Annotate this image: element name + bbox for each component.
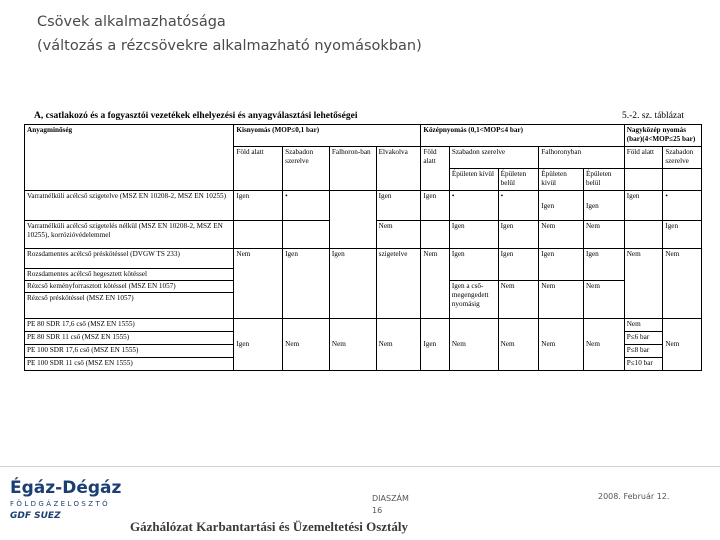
- cell: Nem: [283, 319, 330, 371]
- col-inside: Épületen belül: [583, 169, 624, 191]
- cell: Nem: [234, 249, 283, 319]
- table-row: [25, 319, 702, 332]
- empty-cell: [329, 191, 376, 249]
- empty-cell: [624, 221, 663, 249]
- cell: Igen: [234, 191, 283, 221]
- row-label: Rézcső keményforrasztott kötéssel (MSZ EN 1057): [25, 281, 234, 293]
- cell: Nem: [376, 319, 421, 371]
- logo-subtitle: FÖLDGÁZELOSZTÓ: [10, 500, 111, 508]
- cell-value: Igen: [585, 202, 599, 210]
- company-logo: [10, 478, 120, 521]
- cell: •: [498, 191, 539, 221]
- cell: Igen: [376, 191, 421, 221]
- logo-wordmark: Égáz-Dégáz: [10, 478, 122, 498]
- table-heading: A, csatlakozó és a fogyasztói vezetékek elhelyezési és anyagválasztási lehetőségei: [34, 111, 358, 121]
- cell: szigetelve: [376, 249, 421, 319]
- cell: Nem: [663, 319, 702, 371]
- cell: Igen: [663, 221, 702, 249]
- row-label: Rozsdamentes acélcső préskötéssel (DVGW TS 233): [25, 249, 234, 269]
- cell: Nem: [583, 281, 624, 319]
- empty-cell: [283, 221, 330, 249]
- cell: Nem: [583, 319, 624, 371]
- empty-cell: [421, 221, 449, 249]
- row-label: PE 80 SDR 17,6 cső (MSZ EN 1555): [25, 319, 234, 332]
- cell: Nem: [624, 319, 663, 332]
- group-low-pressure: Kisnyomás (MOP≤0,1 bar): [234, 125, 421, 147]
- group-high-medium-pressure: Nagyközép nyomás (bar)(4<MOP≤25 bar): [624, 125, 701, 147]
- col-plastered: Elvakolva: [376, 147, 421, 191]
- row-label: PE 100 SDR 17,6 cső (MSZ EN 1555): [25, 345, 234, 358]
- cell: P≤8 bar: [624, 345, 663, 358]
- cell: Nem: [539, 319, 584, 371]
- empty-cell: [624, 169, 663, 191]
- cell: Igen: [583, 249, 624, 281]
- col-exposed: Szabadon szerelve: [449, 147, 538, 169]
- col-wall-groove: Falhoron-ban: [329, 147, 376, 191]
- title-line-1: Csövek alkalmazhatósága: [37, 14, 226, 30]
- table-row: [25, 191, 702, 221]
- table-reference: 5.-2. sz. táblázat: [622, 111, 684, 121]
- cell: •: [663, 191, 702, 221]
- cell: Igen: [329, 249, 376, 319]
- cell: P≤10 bar: [624, 358, 663, 371]
- table-heading-bar: [24, 108, 702, 124]
- gdf-suez-logo: GDF SUEZ: [10, 511, 61, 521]
- cell-value: Igen: [541, 202, 555, 210]
- header-row: [25, 125, 702, 147]
- cell: Nem: [663, 249, 702, 319]
- cell: Igen: [449, 221, 498, 249]
- cell: Igen: [539, 249, 584, 281]
- cell: Nem: [329, 319, 376, 371]
- cell: Igen: [498, 249, 539, 281]
- row-label: Rozsdamentes acélcső hegesztett kötéssel: [25, 269, 234, 281]
- cell: Nem: [449, 319, 498, 371]
- row-label: PE 100 SDR 11 cső (MSZ EN 1555): [25, 358, 234, 371]
- cell: [583, 191, 624, 221]
- col-underground: Föld alatt: [234, 147, 283, 191]
- cell: Igen: [283, 249, 330, 319]
- empty-cell: [663, 169, 702, 191]
- row-label: Varratnélküli acélcső szigetelve (MSZ EN 10208-2, MSZ EN 10255): [25, 191, 234, 221]
- row-label: Rézcső préskötéssel (MSZ EN 1057): [25, 293, 234, 319]
- col-inside: Épületen belül: [498, 169, 539, 191]
- col-underground: Föld alatt: [421, 147, 449, 191]
- col-exposed: Szabadon szerelve: [663, 147, 702, 169]
- cell: Nem: [624, 249, 663, 319]
- col-exposed: Szabadon szerelve: [283, 147, 330, 191]
- row-label: Varratnélküli acélcső szigetelés nélkül (MSZ EN 10208-2, MSZ EN 10255), korrózióvédelemmel: [25, 221, 234, 249]
- table-row: [25, 249, 702, 269]
- cell: Nem: [583, 221, 624, 249]
- col-outside: Épületen kívül: [449, 169, 498, 191]
- slide-number: 16: [372, 506, 383, 515]
- col-wall-groove: Falhoronyban: [539, 147, 624, 169]
- cell: Nem: [498, 319, 539, 371]
- footer-date: 2008. Február 12.: [598, 492, 670, 501]
- cell: Nem: [421, 249, 449, 319]
- cell: Nem: [539, 221, 584, 249]
- department-name: Gázhálózat Karbantartási és Üzemeltetési Osztály: [130, 519, 408, 534]
- cell: Igen: [421, 319, 449, 371]
- cell: Igen: [234, 319, 283, 371]
- cell: Igen: [624, 191, 663, 221]
- cell: Nem: [376, 221, 421, 249]
- col-material: Anyagminőség: [25, 125, 234, 191]
- col-underground: Föld alatt: [624, 147, 663, 169]
- col-outside: Épületen kívül: [539, 169, 584, 191]
- title-line-2: (változás a rézcsövekre alkalmazható nyomásokban): [37, 38, 422, 54]
- cell: Igen: [421, 191, 449, 221]
- cell: Nem: [498, 281, 539, 319]
- pipe-applicability-table: [24, 108, 702, 371]
- cell: Igen: [449, 249, 498, 281]
- cell: Nem: [539, 281, 584, 319]
- cell: P≤6 bar: [624, 332, 663, 345]
- cell: •: [283, 191, 330, 221]
- cell: [539, 191, 584, 221]
- group-medium-pressure: Középnyomás (0,1<MOP≤4 bar): [421, 125, 624, 147]
- cell: Igen a cső-megengedett nyomásig: [449, 281, 498, 319]
- row-label: PE 80 SDR 11 cső (MSZ EN 1555): [25, 332, 234, 345]
- empty-cell: [234, 221, 283, 249]
- cell: •: [449, 191, 498, 221]
- cell: Igen: [498, 221, 539, 249]
- footer-divider: [0, 466, 720, 467]
- data-table: [24, 124, 702, 371]
- slide-number-label: DIASZÁM: [372, 494, 409, 503]
- slide-title: [37, 10, 422, 58]
